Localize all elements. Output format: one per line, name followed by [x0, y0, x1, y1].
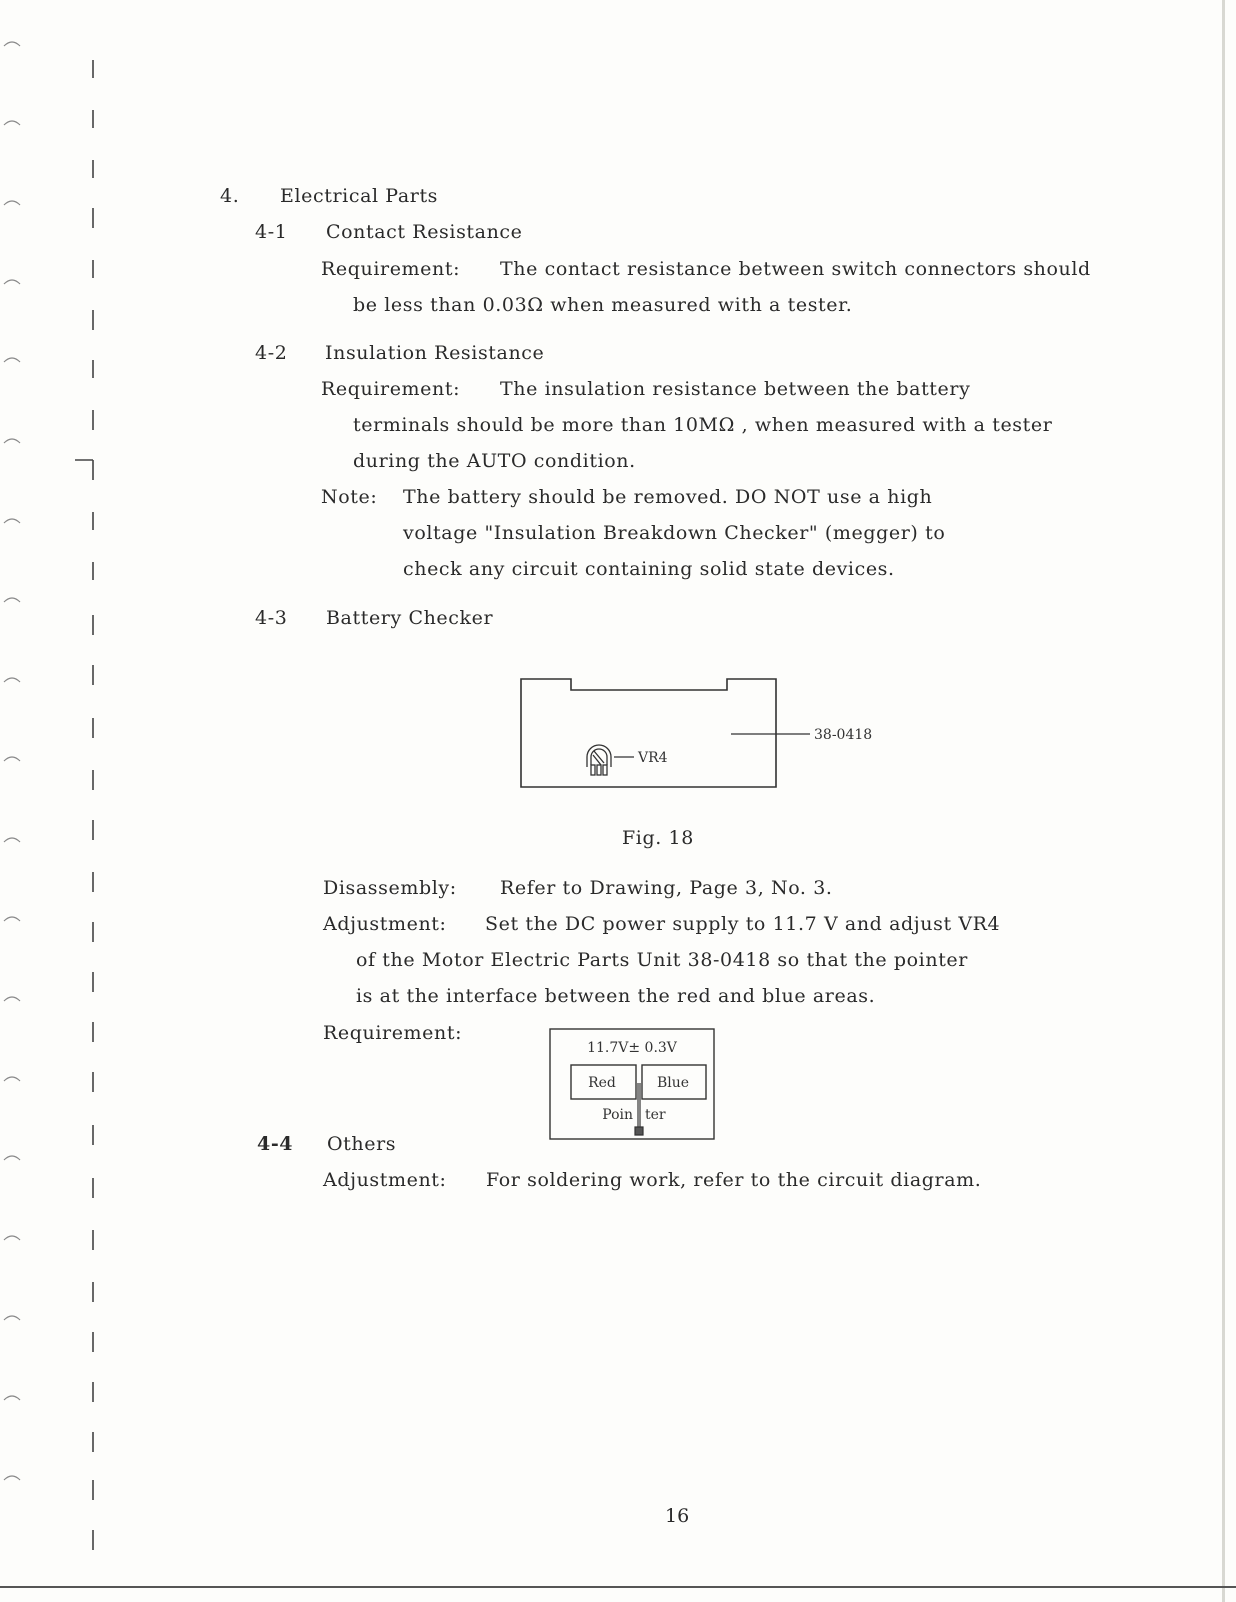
- s44-title: Others: [327, 1133, 397, 1155]
- s42-req-line2: terminals should be more than 10MΩ , when measured with a tester: [353, 414, 1053, 436]
- s42-note-label: Note:: [321, 486, 378, 508]
- s44-number: 4-4: [257, 1133, 294, 1155]
- page-right-edge: [1222, 0, 1225, 1602]
- s41-req-label: Requirement:: [321, 258, 461, 280]
- s42-note-line1: The battery should be removed. DO NOT use a high: [403, 486, 933, 508]
- gauge-voltage-label: 11.7V± 0.3V: [587, 1040, 677, 1056]
- page-number: 16: [665, 1505, 690, 1527]
- section-title: Electrical Parts: [280, 185, 439, 207]
- s42-note-line3: check any circuit containing solid state devices.: [403, 558, 895, 580]
- s42-req-label: Requirement:: [321, 378, 461, 400]
- s43-adj-line3: is at the interface between the red and blue areas.: [356, 985, 876, 1007]
- gauge-red-label: Red: [588, 1075, 616, 1091]
- s43-adj-line2: of the Motor Electric Parts Unit 38-0418 so that the pointer: [356, 949, 968, 971]
- s44-adj-text: For soldering work, refer to the circuit diagram.: [486, 1169, 982, 1191]
- s43-dis-text: Refer to Drawing, Page 3, No. 3.: [500, 877, 833, 899]
- vr4-trimmer-icon: [587, 745, 611, 775]
- s41-req-line2: be less than 0.03Ω when measured with a tester.: [353, 294, 853, 316]
- fig18-caption: Fig. 18: [622, 827, 694, 849]
- gauge-pointer-label-left: Poin: [602, 1107, 633, 1123]
- gauge-pointer-label-right: ter: [645, 1107, 666, 1123]
- s43-adj-line1: Set the DC power supply to 11.7 V and adjust VR4: [485, 913, 1001, 935]
- fig18-diagram: [500, 665, 920, 795]
- s42-req-line3: during the AUTO condition.: [353, 450, 636, 472]
- s42-title: Insulation Resistance: [325, 342, 545, 364]
- section-number: 4.: [220, 185, 240, 207]
- gauge-interface-gap: [636, 1067, 642, 1097]
- s43-adj-label: Adjustment:: [323, 913, 447, 935]
- s42-number: 4-2: [255, 342, 288, 364]
- circuit-board-outline: [521, 679, 776, 787]
- binder-edge: [0, 0, 130, 1602]
- vr4-label: VR4: [638, 750, 668, 766]
- gauge-blue-label: Blue: [656, 1075, 690, 1091]
- s43-dis-label: Disassembly:: [323, 877, 457, 899]
- s42-req-line1: The insulation resistance between the battery: [500, 378, 971, 400]
- voltage-gauge-diagram: [548, 1027, 718, 1142]
- s41-req-line1: The contact resistance between switch connectors should: [500, 258, 1091, 280]
- part-number-label: 38-0418: [814, 727, 873, 743]
- s42-note-line2: voltage "Insulation Breakdown Checker" (megger) to: [403, 522, 946, 544]
- s41-title: Contact Resistance: [326, 221, 523, 243]
- s44-adj-label: Adjustment:: [323, 1169, 447, 1191]
- s43-title: Battery Checker: [326, 607, 494, 629]
- s43-number: 4-3: [255, 607, 288, 629]
- s43-req-label: Requirement:: [323, 1022, 463, 1044]
- page-bottom-edge: [0, 1586, 1236, 1588]
- s41-number: 4-1: [255, 221, 288, 243]
